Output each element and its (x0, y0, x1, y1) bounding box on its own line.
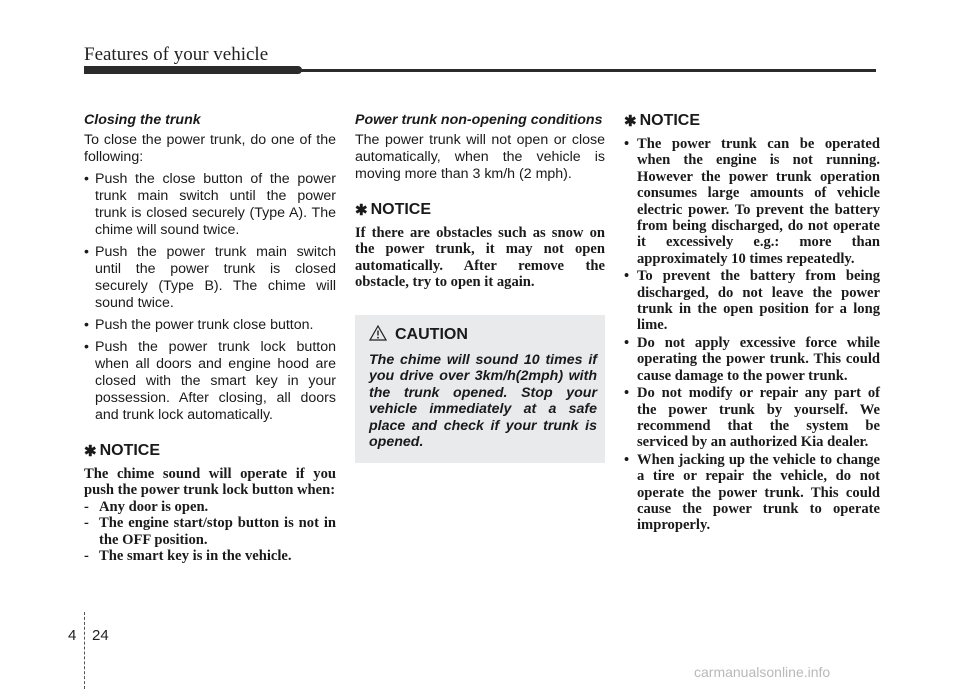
notice-heading (624, 112, 880, 130)
caution-heading (369, 325, 597, 346)
notice-text: The chime sound will operate if you push the power trunk lock button when: (84, 466, 336, 499)
list-item: • When jacking up the vehicle to change a tire or repair the vehicle, do not operate the power trunk. This could cause the power trunk to operate improperly. (624, 452, 880, 534)
list-item: - The smart key is in the vehicle. (84, 548, 336, 564)
page-divider (84, 612, 85, 689)
header-bar (84, 66, 302, 74)
four-pointed-star-icon: ✱ (355, 202, 368, 219)
caution-text: The chime will sound 10 times if you drive over 3km/h(2mph) with the trunk opened. Stop your vehicle immediately at a safe place and check if your trunk is opened. (369, 351, 597, 451)
list-item: • Push the power trunk close button. (84, 317, 336, 334)
closing-intro: To close the power trunk, do one of the following: (84, 132, 336, 165)
section-heading-non-opening: Power trunk non-opening conditions (355, 112, 603, 128)
chapter-number: 4 (68, 627, 77, 644)
notice-heading (355, 201, 605, 219)
caution-box (355, 315, 605, 463)
list-item: • Push the close button of the power trunk main switch until the power trunk is closed securely (Type A). The chime will sound twice. (84, 171, 336, 239)
notice-conditions-list (84, 499, 336, 565)
notice-text: If there are obstacles such as snow on the power trunk, it may not open automatically. After remove the obstacle, try to open it again. (355, 225, 605, 291)
four-pointed-star-icon: ✱ (624, 113, 637, 130)
list-item: • Do not modify or repair any part of the power trunk by yourself. We recommend that the system be serviced by an authorized Kia dealer. (624, 385, 880, 451)
page-number: 24 (92, 627, 109, 644)
section-heading-closing-trunk: Closing the trunk (84, 112, 201, 128)
notice-list (624, 136, 880, 534)
notice-label: NOTICE (370, 201, 432, 218)
column-left (84, 108, 336, 564)
list-item: • Push the power trunk main switch until the power trunk is closed securely (Type B). The chime will sound twice. (84, 244, 336, 312)
four-pointed-star-icon: ✱ (84, 443, 97, 460)
notice-label: NOTICE (99, 442, 161, 459)
list-item: • The power trunk can be operated when the engine is not running. However the power trunk operation consumes large amounts of vehicle electric power. To prevent the battery from being discharged, do not operate it excessively e.g.: more than approximately 10 times repeatedly. (624, 136, 880, 267)
caution-label: CAUTION (395, 326, 468, 344)
column-right (624, 108, 880, 534)
notice-label: NOTICE (639, 112, 701, 129)
notice-heading (84, 442, 336, 460)
column-middle (355, 108, 605, 463)
list-item: - The engine start/stop button is not in the OFF position. (84, 515, 336, 548)
warning-triangle-icon (369, 325, 387, 346)
list-item: • Push the power trunk lock button when all doors and engine hood are closed with the smart key in your possession. After closing, all doors and trunk lock automatically. (84, 339, 336, 424)
non-opening-text: The power trunk will not open or close automatically, when the vehicle is moving more than 3 km/h (2 mph). (355, 132, 605, 182)
list-item: • Do not apply excessive force while operating the power trunk. This could cause damage to the power trunk. (624, 335, 880, 384)
closing-steps-list (84, 171, 336, 424)
header-rule (298, 69, 876, 72)
header-title: Features of your vehicle (84, 44, 269, 65)
watermark: carmanualsonline.info (694, 664, 831, 680)
list-item: - Any door is open. (84, 499, 336, 515)
list-item: • To prevent the battery from being discharged, do not leave the power trunk in the open position for a long lime. (624, 268, 880, 334)
